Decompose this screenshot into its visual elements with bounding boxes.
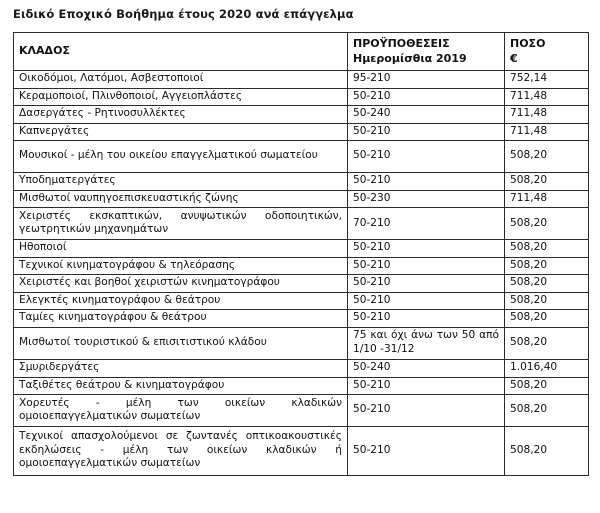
cell-profession: Χορευτές - μέλη των οικείων κλαδικών ομοιοεπαγγελματικών σωματείων [14,395,348,427]
cell-amount: 508,20 [505,377,589,395]
cell-amount: 508,20 [505,240,589,258]
cell-amount: 711,48 [505,123,589,141]
cell-conditions: 50-210 [348,427,505,476]
table-row [14,427,589,476]
column-header-amount [505,33,589,71]
table-row [14,190,589,208]
table-row [14,257,589,275]
cell-profession: Μισθωτοί τουριστικού & επισιτιστικού κλάδου [14,328,348,360]
cell-profession: Ηθοποιοί [14,240,348,258]
cell-profession: Σμυριδεργάτες [14,360,348,378]
cell-amount: 1.016,40 [505,360,589,378]
cell-conditions: 50-210 [348,377,505,395]
table-header [14,33,589,71]
cell-amount: 508,20 [505,395,589,427]
table-row [14,106,589,124]
column-header-conditions-sublabel: Ημερομίσθια 2019 [353,51,467,65]
column-header-klados [14,33,348,71]
cell-amount: 508,20 [505,141,589,173]
column-header-conditions-label: ΠΡΟΫΠΟΘΕΣΕΙΣ [353,37,450,51]
cell-profession: Ταμίες κινηματογράφου & θεάτρου [14,310,348,328]
cell-amount: 508,20 [505,173,589,191]
column-header-amount-label: ΠΟΣΟ [510,37,546,51]
cell-conditions: 50-240 [348,360,505,378]
column-header-conditions [348,33,505,71]
cell-conditions: 70-210 [348,208,505,240]
cell-profession: Χειριστές και βοηθοί χειριστών κινηματογράφου [14,275,348,293]
cell-amount: 711,48 [505,190,589,208]
table-row [14,377,589,395]
table-row [14,275,589,293]
cell-profession: Τεχνικοί απασχολούμενοι σε ζωντανές οπτικοακουστικές εκδηλώσεις - μέλη των οικείων κλαδικών ή ομοιοεπαγγελματικών σωματείων [14,427,348,476]
seasonal-benefit-table [13,32,589,476]
cell-conditions: 95-210 [348,71,505,89]
cell-profession: Κεραμοποιοί, Πλινθοποιοί, Αγγειοπλάστες [14,88,348,106]
cell-amount: 508,20 [505,310,589,328]
cell-conditions: 50-210 [348,173,505,191]
cell-amount: 508,20 [505,275,589,293]
cell-profession: Υποδηματεργάτες [14,173,348,191]
cell-amount: 752,14 [505,71,589,89]
table-row [14,88,589,106]
cell-profession: Ταξιθέτες θεάτρου & κινηματογράφου [14,377,348,395]
cell-amount: 508,20 [505,427,589,476]
cell-amount: 711,48 [505,88,589,106]
column-header-amount-currency: € [510,51,518,65]
table-row [14,123,589,141]
cell-amount: 711,48 [505,106,589,124]
table-row [14,208,589,240]
table-row [14,141,589,173]
table-row [14,173,589,191]
cell-conditions: 50-210 [348,88,505,106]
table-row [14,395,589,427]
cell-conditions: 50-230 [348,190,505,208]
cell-profession: Τεχνικοί κινηματογράφου & τηλεόρασης [14,257,348,275]
table-header-row [14,33,589,71]
cell-conditions: 50-210 [348,123,505,141]
cell-conditions: 50-240 [348,106,505,124]
cell-profession: Μουσικοί - μέλη του οικείου επαγγελματικού σωματείου [14,141,348,173]
table-body [14,71,589,476]
cell-conditions: 75 και όχι άνω των 50 από 1/10 -31/12 [348,328,505,360]
table-row [14,292,589,310]
cell-profession: Ελεγκτές κινηματογράφου & θεάτρου [14,292,348,310]
cell-conditions: 50-210 [348,292,505,310]
cell-conditions: 50-210 [348,395,505,427]
cell-conditions: 50-210 [348,310,505,328]
cell-amount: 508,20 [505,257,589,275]
table-row [14,328,589,360]
cell-conditions: 50-210 [348,257,505,275]
cell-profession: Δασεργάτες - Ρητινοσυλλέκτες [14,106,348,124]
table-row [14,240,589,258]
table-row [14,310,589,328]
cell-profession: Καπνεργάτες [14,123,348,141]
cell-conditions: 50-210 [348,275,505,293]
cell-conditions: 50-210 [348,141,505,173]
table-row [14,71,589,89]
cell-amount: 508,20 [505,328,589,360]
cell-profession: Χειριστές εκσκαπτικών, ανυψωτικών οδοποιητικών, γεωτρητικών μηχανημάτων [14,208,348,240]
cell-conditions: 50-210 [348,240,505,258]
table-row [14,360,589,378]
column-header-klados-label: ΚΛΑΔΟΣ [19,44,70,58]
cell-profession: Οικοδόμοι, Λατόμοι, Ασβεστοποιοί [14,71,348,89]
cell-amount: 508,20 [505,292,589,310]
cell-amount: 508,20 [505,208,589,240]
cell-profession: Μισθωτοί ναυπηγοεπισκευαστικής ζώνης [14,190,348,208]
page-title: Ειδικό Εποχικό Βοήθημα έτους 2020 ανά επάγγελμα [13,7,354,21]
